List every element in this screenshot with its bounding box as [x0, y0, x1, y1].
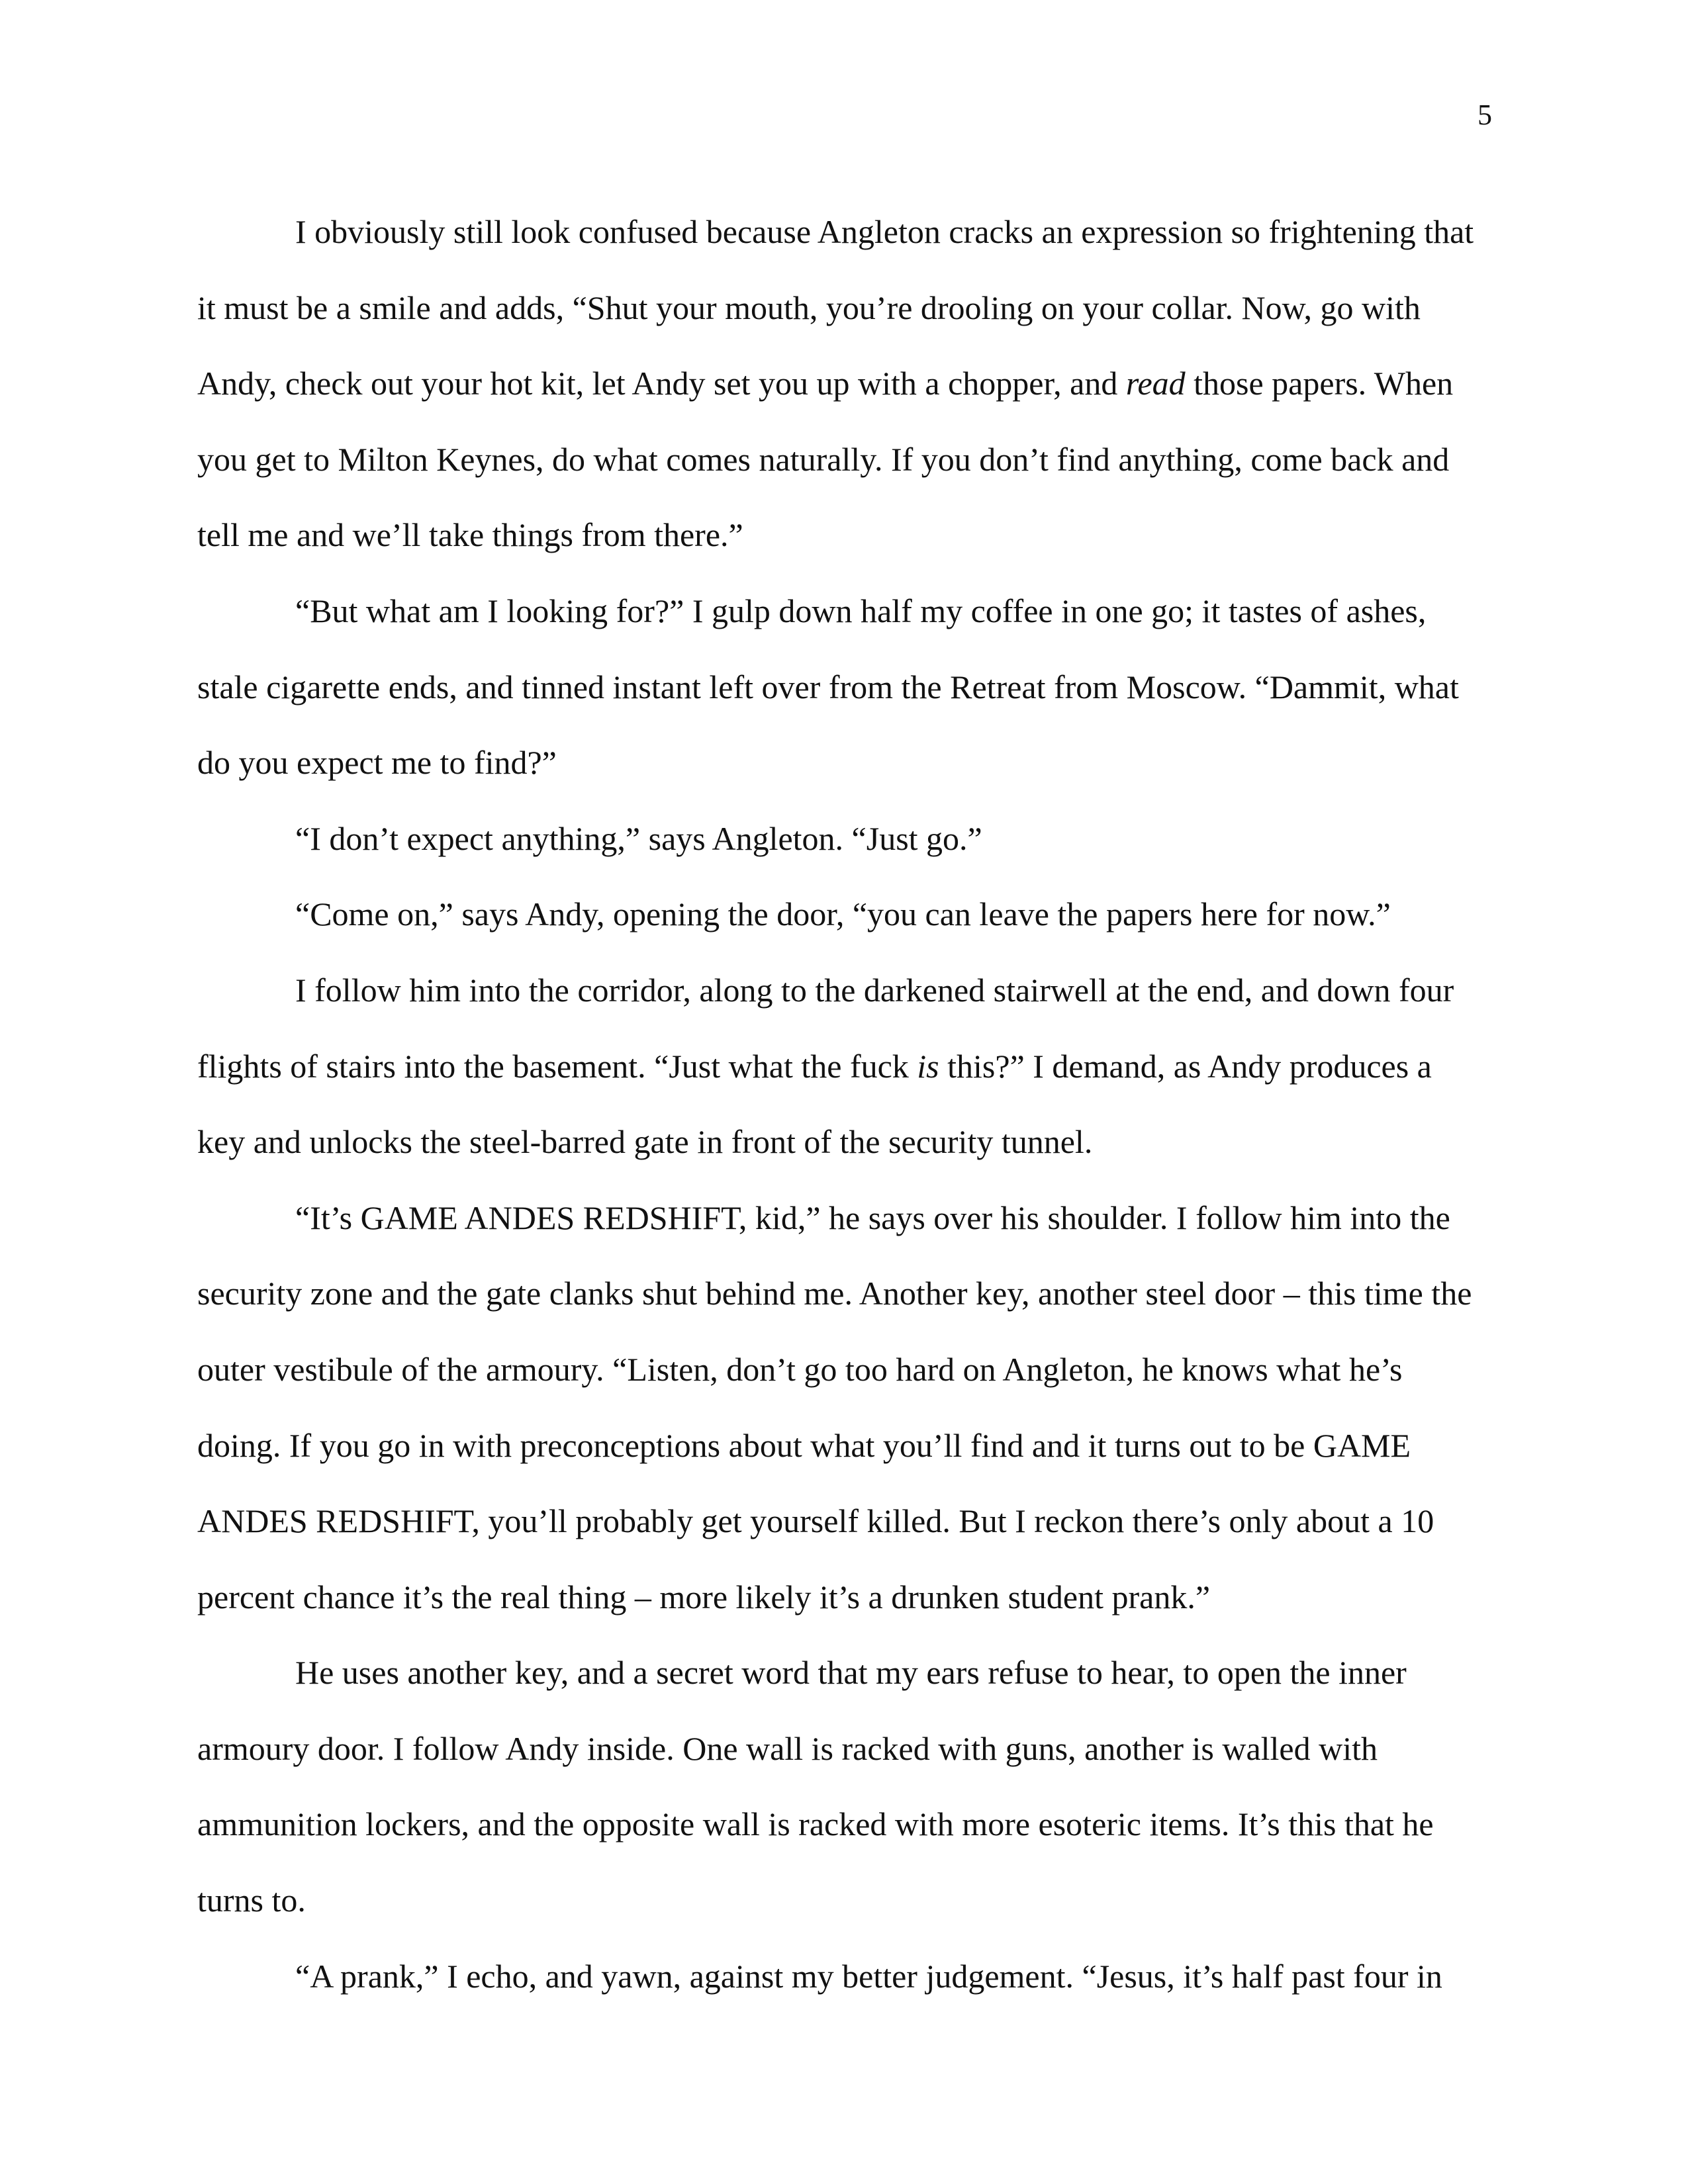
paragraph	[197, 1180, 1480, 1635]
text-run: “Come on,” says Andy, opening the door, “you can leave the papers here for now.”	[295, 895, 1391, 933]
italic-text-run: is	[917, 1047, 939, 1085]
page-number: 5	[1477, 99, 1492, 131]
text-run: this?” I demand, as Andy produces a key and unlocks the steel-barred gate in front of the security tunnel.	[197, 1047, 1432, 1161]
paragraph	[197, 1938, 1480, 2015]
paragraph	[197, 1635, 1480, 1938]
text-run: He uses another key, and a secret word that my ears refuse to hear, to open the inner armoury door. I follow Andy inside. One wall is racked with guns, another is walled with ammunition lockers, and the opposite wall is racked with more esoteric items. It’s this that he turns to.	[197, 1654, 1434, 1919]
italic-text-run: read	[1125, 365, 1186, 402]
text-run: “It’s GAME ANDES REDSHIFT, kid,” he says over his shoulder. I follow him into the security zone and the gate clanks shut behind me. Another key, another steel door – this time the outer vestibule of the armoury. “Listen, don’t go too hard on Angleton, he knows what he’s doing. If you go in with preconceptions about what you’ll find and it turns out to be GAME ANDES REDSHIFT, you’ll probably get yourself killed. But I reckon there’s only about a 10 percent chance it’s the real thing – more likely it’s a drunken student prank.”	[197, 1199, 1472, 1615]
text-run: I obviously still look confused because Angleton cracks an expression so frightening that it must be a smile and adds, “Shut your mouth, you’re drooling on your collar. Now, go with Andy, check out your hot kit, let Andy set you up with a chopper, and	[197, 213, 1474, 402]
text-run: “I don’t expect anything,” says Angleton. “Just go.”	[295, 819, 982, 857]
text-run: “A prank,” I echo, and yawn, against my better judgement. “Jesus, it’s half past four in	[295, 1957, 1442, 1995]
paragraph	[197, 573, 1480, 801]
text-run: I follow him into the corridor, along to the darkened stairwell at the end, and down four flights of stairs into the basement. “Just what the fuck	[197, 971, 1454, 1085]
paragraph	[197, 876, 1480, 952]
paragraph	[197, 801, 1480, 877]
manuscript-body	[197, 194, 1480, 2014]
text-run: “But what am I looking for?” I gulp down half my coffee in one go; it tastes of ashes, stale cigarette ends, and tinned instant left over from the Retreat from Moscow. “Dammit, what do you expect me to find?”	[197, 592, 1459, 782]
paragraph	[197, 194, 1480, 573]
paragraph	[197, 952, 1480, 1180]
text-run: those papers. When you get to Milton Keynes, do what comes naturally. If you don’t find anything, come back and tell me and we’ll take things from there.”	[197, 365, 1454, 554]
